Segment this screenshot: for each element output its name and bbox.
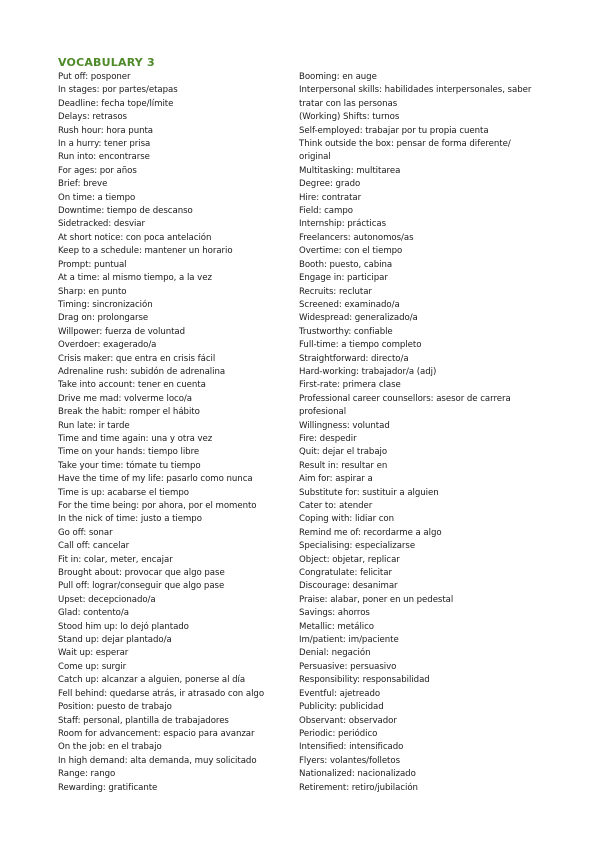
vocabulary-entry: Rush hour: hora punta [58, 125, 154, 136]
vocabulary-entry: For the time being: por ahora, por el momento [58, 501, 257, 511]
vocabulary-entry: Run into: encontrarse [58, 152, 150, 163]
vocabulary-entry: Booth: puesto, cabina [299, 259, 393, 270]
vocabulary-entry: Multitasking: multitarea [299, 165, 401, 176]
vocabulary-entry: Metallic: metálico [299, 621, 375, 632]
vocabulary-entry: In a hurry: tener prisa [58, 139, 151, 150]
vocabulary-entry: Full-time: a tiempo completo [299, 340, 422, 351]
vocabulary-entry: Denial: negación [299, 648, 371, 659]
vocabulary-entry: Intensified: intensificado [299, 742, 404, 753]
vocabulary-entry: On time: a tiempo [58, 192, 136, 203]
vocabulary-entry: Widespread: generalizado/a [299, 313, 418, 324]
vocabulary-entry: Flyers: volantes/folletos [299, 755, 401, 766]
vocabulary-entry: Trustworthy: confiable [299, 326, 393, 337]
vocabulary-entry: Eventful: ajetreado [299, 688, 381, 699]
vocabulary-entry: Range: rango [58, 769, 116, 780]
vocabulary-entry: Persuasive: persuasivo [299, 661, 397, 672]
vocabulary-entry: Responsibility: responsabilidad [299, 675, 430, 686]
vocabulary-entry: Overdoer: exagerado/a [58, 340, 157, 351]
vocabulary-entry: Fell behind: quedarse atrás, ir atrasado con algo [58, 688, 265, 699]
vocabulary-entry: Nationalized: nacionalizado [299, 769, 416, 780]
vocabulary-entry: Come up: surgir [58, 661, 127, 672]
vocabulary-entry: Specialising: especializarse [299, 541, 416, 552]
vocabulary-entry: First-rate: primera clase [299, 380, 401, 391]
vocabulary-entry: Hard-working: trabajador/a (adj) [299, 366, 437, 377]
vocabulary-entry: Timing: sincronización [58, 299, 153, 310]
vocabulary-entry: Put off: posponer [58, 72, 131, 82]
vocabulary-entry: Self-employed: trabajar por tu propia cuenta [299, 125, 489, 136]
vocabulary-entry: Field: campo [299, 206, 353, 217]
vocabulary-entry: Savings: ahorros [299, 608, 370, 619]
vocabulary-entry: Drive me mad: volverme loco/a [58, 393, 192, 404]
vocabulary-entry: Sidetracked: desviar [58, 219, 146, 230]
vocabulary-entry: Run late: ir tarde [58, 420, 130, 431]
vocabulary-entry: Freelancers: autonomos/as [299, 232, 414, 243]
vocabulary-entry: Take your time: tómate tu tiempo [58, 460, 201, 471]
vocabulary-entry: Publicity: publicidad [299, 702, 384, 713]
vocabulary-entry: Engage in: participar [299, 273, 388, 284]
vocabulary-entry: Im/patient: im/paciente [299, 635, 399, 646]
vocabulary-entry: Staff: personal, plantilla de trabajadores [58, 715, 229, 726]
vocabulary-column-right [299, 71, 539, 795]
vocabulary-entry: In the nick of time: justo a tiempo [58, 514, 202, 525]
vocabulary-entry: Straightforward: directo/a [299, 353, 409, 364]
vocabulary-entry: Call off: cancelar [58, 541, 130, 552]
vocabulary-entry: Stood him up: lo dejó plantado [58, 621, 189, 632]
vocabulary-entry: Adrenaline rush: subidón de adrenalina [58, 366, 226, 377]
vocabulary-entry: Discourage: desanimar [299, 581, 398, 592]
vocabulary-entry: Downtime: tiempo de descanso [58, 206, 193, 217]
vocabulary-entry: Brief: breve [58, 179, 108, 190]
vocabulary-entry: Retirement: retiro/jubilación [299, 782, 418, 793]
vocabulary-entry: Internship: prácticas [299, 219, 387, 230]
vocabulary-entry: Fit in: colar, meter, encajar [58, 554, 173, 565]
vocabulary-entry: Willingness: voluntad [299, 420, 390, 431]
page-title: VOCABULARY 3 [58, 56, 155, 69]
vocabulary-entry: Stand up: dejar plantado/a [58, 635, 172, 646]
vocabulary-entry: Periodic: periódico [299, 728, 378, 739]
vocabulary-entry: On the job: en el trabajo [58, 742, 162, 753]
vocabulary-entry: Substitute for: sustituir a alguien [299, 487, 439, 498]
vocabulary-entry: Time and time again: una y otra vez [58, 433, 213, 444]
vocabulary-entry: Position: puesto de trabajo [58, 702, 172, 713]
vocabulary-entry: Observant: observador [299, 715, 397, 726]
vocabulary-entry: Catch up: alcanzar a alguien, ponerse al día [58, 675, 246, 686]
vocabulary-entry: In high demand: alta demanda, muy solicitado [58, 755, 257, 766]
vocabulary-entry: Object: objetar, replicar [299, 554, 400, 565]
vocabulary-entry: Time on your hands: tiempo libre [58, 447, 200, 458]
vocabulary-entry: Praise: alabar, poner en un pedestal [299, 594, 454, 605]
vocabulary-entry: Prompt: puntual [58, 259, 127, 270]
vocabulary-entry: At a time: al mismo tiempo, a la vez [58, 273, 212, 284]
vocabulary-entry: Remind me of: recordarme a algo [299, 527, 442, 538]
vocabulary-entry: Delays: retrasos [58, 112, 127, 123]
vocabulary-entry: Room for advancement: espacio para avanzar [58, 728, 255, 739]
vocabulary-entry: Screened: examinado/a [299, 299, 400, 310]
vocabulary-entry: Crisis maker: que entra en crisis fácil [58, 353, 216, 364]
vocabulary-entry: Pull off: lograr/conseguir que algo pase [58, 581, 225, 592]
vocabulary-entry: In stages: por partes/etapas [58, 85, 178, 96]
vocabulary-entry: For ages: por años [58, 165, 137, 176]
vocabulary-entry: Keep to a schedule: mantener un horario [58, 246, 233, 257]
vocabulary-entry: Hire: contratar [299, 192, 362, 203]
vocabulary-entry: Rewarding: gratificante [58, 782, 158, 793]
vocabulary-entry: Upset: decepcionado/a [58, 594, 156, 605]
vocabulary-entry: Have the time of my life: pasarlo como nunca [58, 474, 253, 485]
vocabulary-entry: Sharp: en punto [58, 286, 127, 297]
vocabulary-entry: Time is up: acabarse el tiempo [58, 487, 189, 498]
vocabulary-entry: Cater to: atender [299, 501, 373, 511]
vocabulary-entry: Degree: grado [299, 179, 361, 190]
vocabulary-entry: Fire: despedir [299, 433, 357, 444]
vocabulary-entry: (Working) Shifts: turnos [299, 112, 400, 123]
vocabulary-entry: Drag on: prolongarse [58, 313, 149, 324]
vocabulary-entry: Interpersonal skills: habilidades interpersonales, saber tratar con las personas [299, 85, 532, 109]
vocabulary-entry: Coping with: lidiar con [299, 514, 395, 525]
vocabulary-entry: Think outside the box: pensar de forma diferente/ original [299, 139, 511, 163]
vocabulary-entry: Quit: dejar el trabajo [299, 447, 388, 458]
vocabulary-entry: Take into account: tener en cuenta [58, 380, 206, 391]
vocabulary-entry: Willpower: fuerza de voluntad [58, 326, 186, 337]
vocabulary-entry: Recruits: reclutar [299, 286, 372, 297]
vocabulary-entry: Go off: sonar [58, 527, 113, 538]
vocabulary-entry: Wait up: esperar [58, 648, 129, 659]
vocabulary-entry: Overtime: con el tiempo [299, 246, 403, 257]
vocabulary-entry: Aim for: aspirar a [299, 474, 373, 485]
vocabulary-entry: Brought about: provocar que algo pase [58, 568, 225, 579]
vocabulary-entry: At short notice: con poca antelación [58, 232, 212, 243]
vocabulary-entry: Booming: en auge [299, 72, 377, 82]
vocabulary-entry: Break the habit: romper el hábito [58, 407, 200, 418]
vocabulary-entry: Result in: resultar en [299, 460, 388, 471]
vocabulary-entry: Deadline: fecha tope/límite [58, 98, 174, 109]
vocabulary-entry: Professional career counsellors: asesor de carrera profesional [299, 393, 511, 418]
vocabulary-column-left [58, 71, 290, 795]
vocabulary-entry: Glad: contento/a [58, 608, 129, 619]
vocabulary-entry: Congratulate: felicitar [299, 568, 392, 579]
